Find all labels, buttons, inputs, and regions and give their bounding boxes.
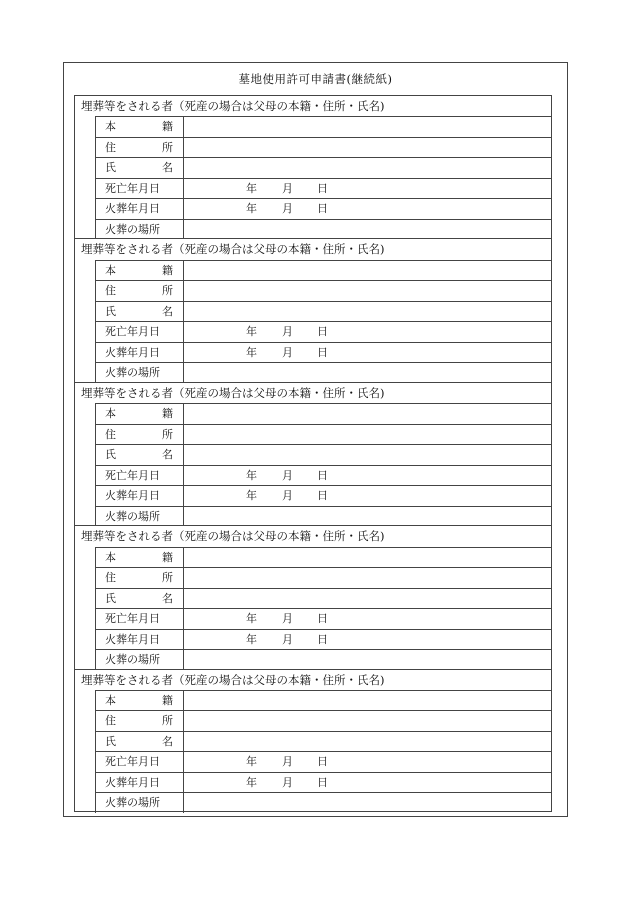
field-shimei[interactable] [184, 589, 551, 609]
label-char: 名 [162, 591, 173, 605]
month-label: 月 [282, 325, 293, 339]
row-cremation-place [95, 219, 551, 240]
label-char: 氏 [105, 591, 116, 605]
label-cremation-place: 火葬の場所 [96, 793, 184, 813]
row-cremation-date [95, 198, 551, 219]
row-shimei [95, 301, 551, 322]
deceased-section-3 [74, 382, 552, 525]
label-char: 本 [105, 407, 116, 421]
day-label: 日 [317, 468, 328, 482]
month-label: 月 [282, 202, 293, 216]
row-shimei [95, 588, 551, 609]
row-death-date [95, 608, 551, 629]
year-label: 年 [246, 202, 257, 216]
label-honseki [96, 117, 184, 137]
field-cremation-date[interactable] [184, 773, 551, 793]
label-shimei [96, 302, 184, 322]
year-label: 年 [246, 468, 257, 482]
label-char: 所 [162, 284, 173, 298]
deceased-section-1 [74, 95, 552, 238]
field-honseki[interactable] [184, 548, 551, 568]
label-jusho [96, 138, 184, 158]
label-shimei [96, 732, 184, 752]
section-header: 埋葬等をされる者（死産の場合は父母の本籍・住所・氏名) [81, 672, 385, 687]
row-death-date [95, 178, 551, 199]
month-label: 月 [282, 468, 293, 482]
field-death-date[interactable] [184, 609, 551, 629]
label-cremation-date: 火葬年月日 [96, 773, 184, 793]
section-header: 埋葬等をされる者（死産の場合は父母の本籍・住所・氏名) [81, 385, 385, 400]
deceased-section-2 [74, 238, 552, 381]
label-char: 名 [162, 734, 173, 748]
label-honseki [96, 261, 184, 281]
field-jusho[interactable] [184, 568, 551, 588]
label-char: 所 [162, 140, 173, 154]
label-char: 名 [162, 304, 173, 318]
day-label: 日 [317, 775, 328, 789]
field-death-date[interactable] [184, 466, 551, 486]
field-death-date[interactable] [184, 179, 551, 199]
row-shimei [95, 157, 551, 178]
year-label: 年 [246, 775, 257, 789]
label-char: 籍 [162, 120, 173, 134]
label-char: 氏 [105, 161, 116, 175]
label-jusho [96, 711, 184, 731]
field-cremation-place[interactable] [184, 507, 551, 527]
label-shimei [96, 158, 184, 178]
row-death-date [95, 751, 551, 772]
label-death-date: 死亡年月日 [96, 322, 184, 342]
label-char: 住 [105, 284, 116, 298]
row-jusho [95, 137, 551, 158]
field-jusho[interactable] [184, 425, 551, 445]
label-cremation-place: 火葬の場所 [96, 650, 184, 670]
month-label: 月 [282, 181, 293, 195]
row-cremation-place [95, 362, 551, 383]
form-table [74, 95, 552, 812]
month-label: 月 [282, 489, 293, 503]
field-cremation-place[interactable] [184, 650, 551, 670]
section-rows [95, 690, 551, 811]
label-jusho [96, 281, 184, 301]
field-jusho[interactable] [184, 711, 551, 731]
field-honseki[interactable] [184, 404, 551, 424]
section-rows [95, 547, 551, 669]
field-honseki[interactable] [184, 691, 551, 711]
year-label: 年 [246, 489, 257, 503]
row-jusho [95, 710, 551, 731]
row-cremation-place [95, 649, 551, 670]
label-cremation-date: 火葬年月日 [96, 486, 184, 506]
label-char: 本 [105, 550, 116, 564]
day-label: 日 [317, 181, 328, 195]
label-death-date: 死亡年月日 [96, 609, 184, 629]
label-char: 本 [105, 693, 116, 707]
label-honseki [96, 548, 184, 568]
row-honseki [95, 403, 551, 424]
label-cremation-date: 火葬年月日 [96, 343, 184, 363]
row-cremation-date [95, 629, 551, 650]
row-jusho [95, 424, 551, 445]
day-label: 日 [317, 325, 328, 339]
label-honseki [96, 691, 184, 711]
month-label: 月 [282, 755, 293, 769]
label-death-date: 死亡年月日 [96, 466, 184, 486]
label-cremation-place: 火葬の場所 [96, 220, 184, 240]
day-label: 日 [317, 612, 328, 626]
label-char: 氏 [105, 448, 116, 462]
row-honseki [95, 690, 551, 711]
month-label: 月 [282, 612, 293, 626]
month-label: 月 [282, 345, 293, 359]
day-label: 日 [317, 632, 328, 646]
row-shimei [95, 444, 551, 465]
field-honseki[interactable] [184, 117, 551, 137]
label-char: 名 [162, 161, 173, 175]
section-header: 埋葬等をされる者（死産の場合は父母の本籍・住所・氏名) [81, 529, 385, 544]
field-jusho[interactable] [184, 281, 551, 301]
label-cremation-date: 火葬年月日 [96, 630, 184, 650]
row-cremation-place [95, 792, 551, 813]
year-label: 年 [246, 325, 257, 339]
field-shimei[interactable] [184, 445, 551, 465]
year-label: 年 [246, 632, 257, 646]
label-cremation-place: 火葬の場所 [96, 363, 184, 383]
day-label: 日 [317, 489, 328, 503]
section-header: 埋葬等をされる者（死産の場合は父母の本籍・住所・氏名) [81, 242, 385, 257]
label-char: 氏 [105, 734, 116, 748]
year-label: 年 [246, 612, 257, 626]
field-cremation-date[interactable] [184, 486, 551, 506]
label-char: 本 [105, 263, 116, 277]
label-char: 籍 [162, 407, 173, 421]
row-death-date [95, 321, 551, 342]
label-char: 住 [105, 427, 116, 441]
day-label: 日 [317, 345, 328, 359]
row-shimei [95, 731, 551, 752]
field-cremation-place[interactable] [184, 793, 551, 813]
row-cremation-date [95, 342, 551, 363]
label-char: 本 [105, 120, 116, 134]
field-shimei[interactable] [184, 302, 551, 322]
label-jusho [96, 568, 184, 588]
section-rows [95, 116, 551, 238]
label-death-date: 死亡年月日 [96, 752, 184, 772]
field-cremation-date[interactable] [184, 199, 551, 219]
row-death-date [95, 465, 551, 486]
row-honseki [95, 260, 551, 281]
row-honseki [95, 116, 551, 137]
label-cremation-date: 火葬年月日 [96, 199, 184, 219]
field-honseki[interactable] [184, 261, 551, 281]
label-honseki [96, 404, 184, 424]
row-honseki [95, 547, 551, 568]
day-label: 日 [317, 755, 328, 769]
year-label: 年 [246, 181, 257, 195]
field-jusho[interactable] [184, 138, 551, 158]
section-header: 埋葬等をされる者（死産の場合は父母の本籍・住所・氏名) [81, 99, 385, 113]
label-char: 住 [105, 714, 116, 728]
section-rows [95, 260, 551, 382]
field-death-date[interactable] [184, 752, 551, 772]
field-cremation-date[interactable] [184, 343, 551, 363]
year-label: 年 [246, 345, 257, 359]
label-char: 所 [162, 427, 173, 441]
label-shimei [96, 589, 184, 609]
label-char: 所 [162, 714, 173, 728]
field-cremation-place[interactable] [184, 363, 551, 383]
label-char: 所 [162, 571, 173, 585]
row-cremation-date [95, 772, 551, 793]
label-jusho [96, 425, 184, 445]
label-death-date: 死亡年月日 [96, 179, 184, 199]
label-char: 名 [162, 448, 173, 462]
form-title: 墓地使用許可申請書(継続紙) [238, 72, 393, 86]
day-label: 日 [317, 202, 328, 216]
field-cremation-place[interactable] [184, 220, 551, 240]
deceased-section-4 [74, 525, 552, 668]
row-jusho [95, 280, 551, 301]
year-label: 年 [246, 755, 257, 769]
row-cremation-place [95, 506, 551, 527]
label-cremation-place: 火葬の場所 [96, 507, 184, 527]
label-shimei [96, 445, 184, 465]
month-label: 月 [282, 775, 293, 789]
field-death-date[interactable] [184, 322, 551, 342]
field-cremation-date[interactable] [184, 630, 551, 650]
label-char: 籍 [162, 550, 173, 564]
label-char: 籍 [162, 693, 173, 707]
label-char: 住 [105, 571, 116, 585]
label-char: 氏 [105, 304, 116, 318]
field-shimei[interactable] [184, 732, 551, 752]
label-char: 籍 [162, 263, 173, 277]
section-rows [95, 403, 551, 525]
row-jusho [95, 567, 551, 588]
deceased-section-5 [74, 669, 552, 812]
row-cremation-date [95, 485, 551, 506]
label-char: 住 [105, 140, 116, 154]
field-shimei[interactable] [184, 158, 551, 178]
month-label: 月 [282, 632, 293, 646]
